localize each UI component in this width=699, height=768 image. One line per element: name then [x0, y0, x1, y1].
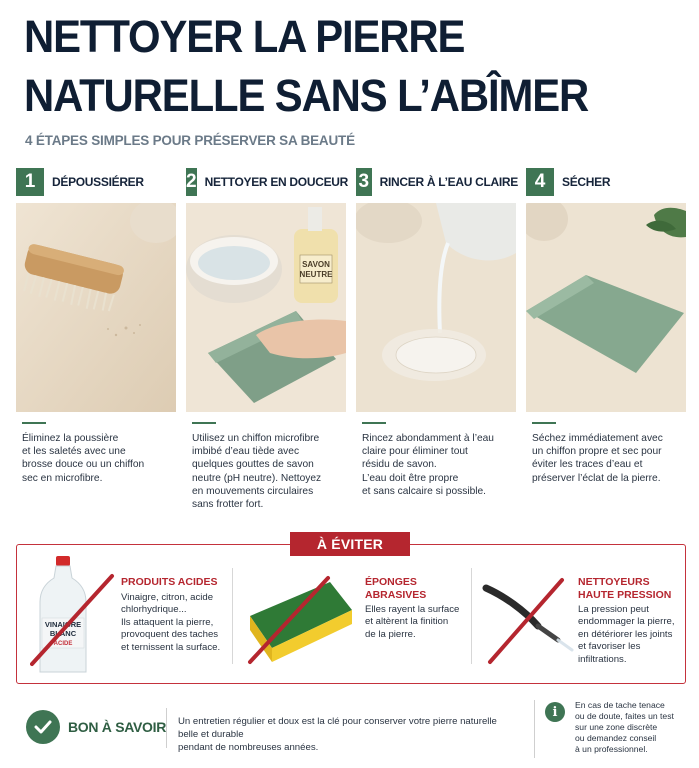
step-1 — [16, 168, 178, 484]
footer-divider — [534, 700, 535, 758]
good-to-know-title: BON À SAVOIR — [68, 719, 167, 735]
step-label: DÉPOUSSIÉRER — [52, 175, 144, 189]
step-description: Éliminez la poussière et les saletés avec une brosse douce ou un chiffon sec en microfibre. — [22, 433, 145, 484]
avoid-item-acids — [26, 556, 226, 676]
sponge-crossed-icon — [242, 556, 362, 676]
avoid-item-title: ÉPONGES ABRASIVES — [365, 576, 427, 601]
step-divider — [532, 422, 556, 424]
step-number: 3 — [356, 168, 372, 196]
step-label: NETTOYER EN DOUCEUR — [204, 175, 349, 189]
step-divider — [192, 422, 216, 424]
avoid-item-sponges — [240, 556, 460, 676]
svg-text:NEUTRE: NEUTRE — [299, 270, 333, 279]
step-description: Rincez abondamment à l’eau claire pour éliminer tout résidu de savon. L’eau doit être propre et sans calcaire si possible. — [362, 433, 494, 497]
step-description: Séchez immédiatement avec un chiffon propre et sec pour éviter les traces d’eau et préserver l’éclat de la pierre. — [532, 433, 663, 484]
avoid-divider — [232, 568, 233, 664]
step-3 — [356, 168, 518, 497]
avoid-item-description: Vinaigre, citron, acide chlorhydrique... Ils attaquent la pierre, provoquent des taches et ternissent la surface. — [121, 592, 221, 653]
avoid-item-description: La pression peut endommager la pierre, en détériorer les joints et favoriser les infiltrations. — [578, 604, 675, 665]
info-icon: i — [545, 702, 565, 722]
brush-on-stone-photo — [16, 203, 176, 412]
avoid-item-title: PRODUITS ACIDES — [121, 576, 218, 588]
step-4 — [526, 168, 688, 484]
footer-divider — [166, 708, 167, 748]
avoid-item-description: Elles rayent la surface et altèrent la finition de la pierre. — [365, 604, 460, 640]
svg-text:SAVON: SAVON — [302, 260, 330, 269]
avoid-item-pressure — [478, 556, 678, 676]
step-label: RINCER À L’EAU CLAIRE — [379, 175, 518, 189]
svg-text:VINAIGRE: VINAIGRE — [44, 620, 82, 629]
footer — [0, 694, 699, 768]
avoid-divider — [471, 568, 472, 664]
step-divider — [362, 422, 386, 424]
step-description: Utilisez un chiffon microfibre imbibé d’eau tiède avec quelques gouttes de savon neutre (pH neutre). Nettoyez en mouvements circulaires sans frotter fort. — [192, 433, 322, 511]
page-subtitle: 4 ÉTAPES SIMPLES POUR PRÉSERVER SA BEAUTÉ — [25, 133, 355, 148]
vinegar-bottle-crossed-icon — [30, 556, 130, 676]
title-line-2: NATURELLE SANS L’ABÎMER — [24, 70, 589, 121]
good-to-know-text: Un entretien régulier et doux est la clé pour conserver votre pierre naturelle belle et durable pendant de nombreuses années. — [178, 716, 497, 753]
pressure-washer-crossed-icon — [480, 556, 580, 676]
soap-and-cloth-photo — [186, 203, 346, 412]
avoid-item-title: NETTOYEURS HAUTE PRESSION — [578, 576, 672, 601]
info-note: En cas de tache tenace ou de doute, faites un test sur une zone discrète ou demandez conseil à un professionnel. — [575, 700, 674, 754]
svg-text:ACIDE: ACIDE — [53, 641, 73, 647]
drying-cloth-photo — [526, 203, 686, 412]
title-line-1: NETTOYER LA PIERRE — [24, 11, 465, 62]
step-divider — [22, 422, 46, 424]
step-number: 2 — [186, 168, 197, 196]
avoid-badge: À ÉVITER — [290, 532, 410, 556]
svg-text:BLANC: BLANC — [49, 629, 77, 638]
step-2 — [186, 168, 349, 511]
step-number: 4 — [526, 168, 554, 196]
water-pouring-photo — [356, 203, 516, 412]
step-label: SÉCHER — [562, 175, 611, 189]
checkmark-icon — [26, 710, 60, 744]
step-number: 1 — [16, 168, 44, 196]
page-title — [24, 11, 684, 121]
